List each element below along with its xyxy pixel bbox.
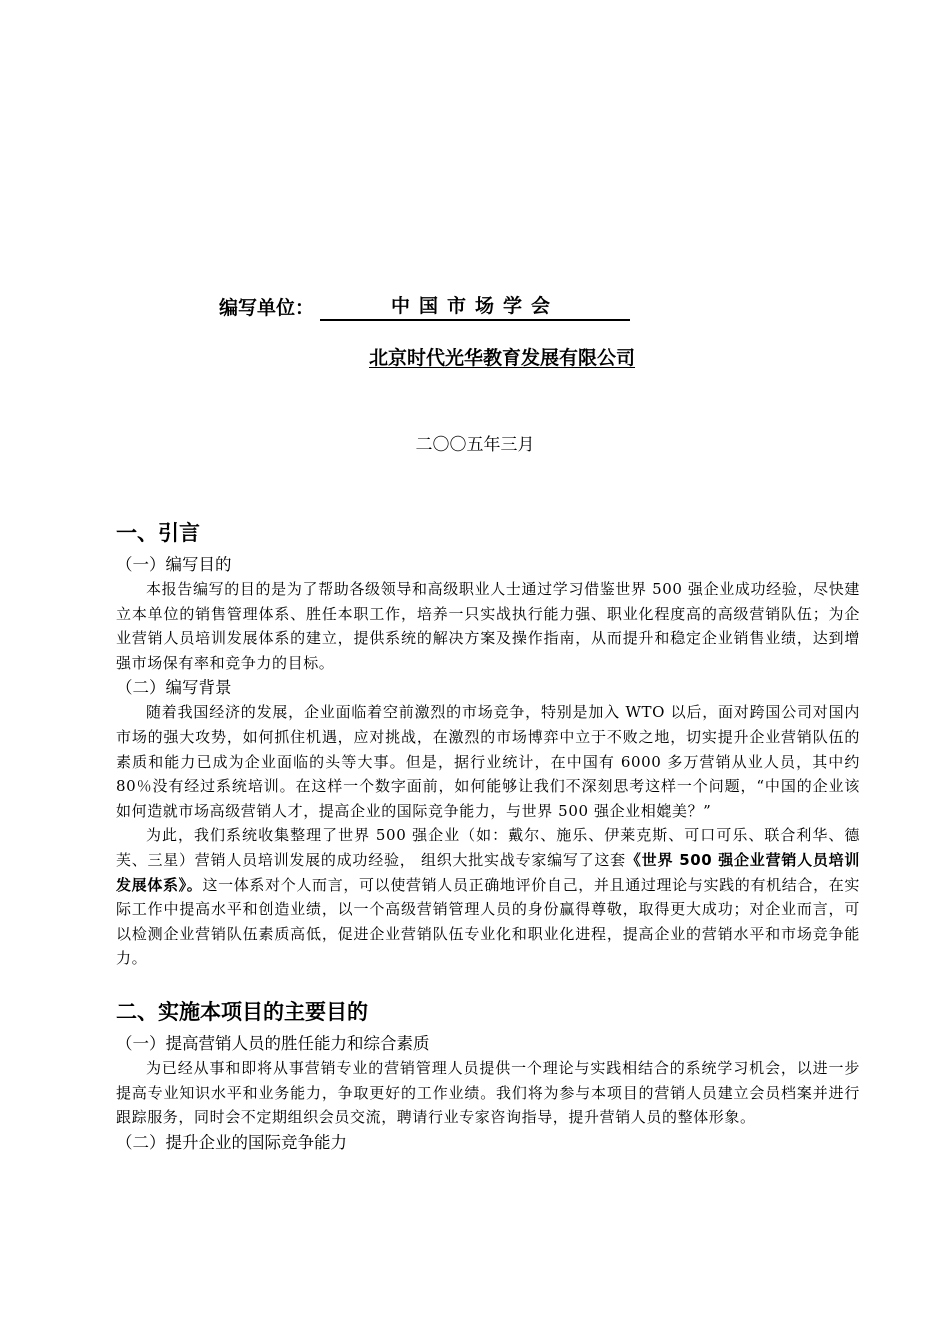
paragraph-background-2-lead: 为此，我们系统收集整理了世界 500 强企业（如：戴尔、施乐、伊莱克斯、可口可乐、联合利华、德芙、三星）营销人员培训发展的成功经验， 组织大批实战专家编写了这套 bbox=[116, 826, 860, 869]
paragraph-background-1: 随着我国经济的发展，企业面临着空前激烈的市场竞争，特别是加入 WTO 以后，面对跨国公司对国内市场的强大攻势，如何抓住机遇，应对挑战，在激烈的市场博弈中立于不败之地，切实提升企业营销队伍的素质和能力已成为企业面临的头等大事。但是，据行业统计，在中国有 6000 多万营销从业人员，其中约 80％没有经过系统培训。在这样一个数字面前，如何能够让我们不深刻思考这样一个问题，“中国的企业该如何造就市场高级营销人才，提高企业的国际竞争能力，与世界 500 强企业相媲美？” bbox=[116, 703, 860, 820]
subsection-title-purpose: （一）编写目的 bbox=[116, 555, 232, 574]
subsection-title-competence: （一）提高营销人员的胜任能力和综合素质 bbox=[116, 1033, 430, 1053]
report-date: 二〇〇五年三月 bbox=[415, 435, 535, 455]
subsection-title-background: （二）编写背景 bbox=[116, 678, 232, 698]
paragraph-purpose: 本报告编写的目的是为了帮助各级领导和高级职业人士通过学习借鉴世界 500 强企业成功经验，尽快建立本单位的销售管理体系、胜任本职工作，培养一只实战执行能力强、职业化程度高的高级营销队伍；为企业营销人员培训发展体系的建立，提供系统的解决方案及操作指南，从而提升和稳定企业销售业绩，达到增强市场保有率和竞争力的目标。 bbox=[116, 580, 860, 672]
org-name-secondary: 北京时代光华教育发展有限公司 bbox=[369, 347, 636, 369]
paragraph-background-2 bbox=[116, 823, 860, 971]
org-name-primary: 中国市场学会 bbox=[320, 294, 630, 321]
section-title-objectives: 二、实施本项目的主要目的 bbox=[116, 999, 368, 1024]
subsection-title-competitiveness: （二）提升企业的国际竞争能力 bbox=[116, 1132, 347, 1152]
org-row bbox=[219, 294, 630, 322]
org-label: 编写单位： bbox=[219, 297, 315, 319]
paragraph-competence: 为已经从事和即将从事营销专业的营销管理人员提供一个理论与实践相结合的系统学习机会，以进一步提高专业知识水平和业务能力，争取更好的工作业绩。我们将为参与本项目的营销人员建立会员档案并进行跟踪服务，同时会不定期组织会员交流，聘请行业专家咨询指导，提升营销人员的整体形象。 bbox=[116, 1058, 860, 1127]
book-title: 《世界 500 强企业营销人员培训发展体系》。 bbox=[116, 850, 860, 894]
document-body bbox=[116, 516, 860, 1155]
paragraph-background-2-rest: 这一体系对个人而言，可以使营销人员正确地评价自己，并且通过理论与实践的有机结合，在实际工作中提高水平和创造业绩，以一个高级营销管理人员的身份赢得尊敬，取得更大成功；对企业而言，可以检测企业营销队伍素质高低，促进企业营销队伍专业化和职业化进程，提高企业的营销水平和市场竞争能力。 bbox=[116, 875, 860, 968]
section-title-intro: 一、引言 bbox=[116, 521, 200, 545]
